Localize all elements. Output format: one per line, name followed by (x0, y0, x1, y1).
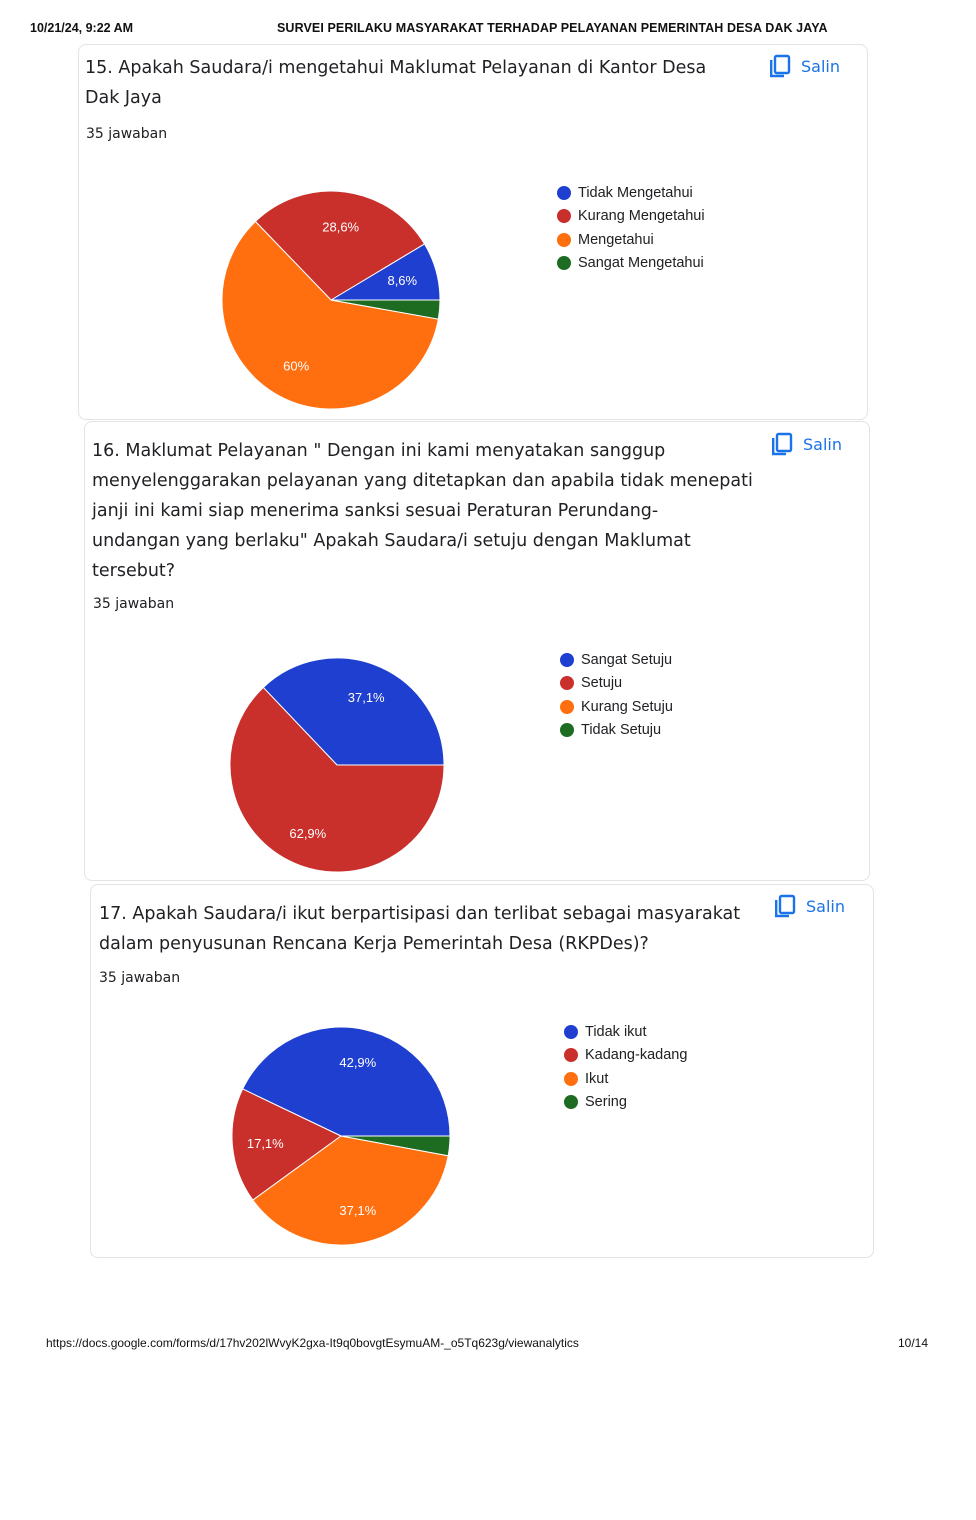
legend-swatch (560, 723, 574, 737)
legend-swatch (557, 233, 571, 247)
legend-label: Ikut (585, 1070, 609, 1087)
legend-swatch (560, 700, 574, 714)
pie-data-label: 17,1% (246, 1135, 284, 1151)
question-title-line: undangan yang berlaku" Apakah Saudara/i setuju dengan Maklumat (92, 531, 691, 551)
print-datetime: 10/21/24, 9:22 AM (30, 21, 134, 35)
copy-button[interactable] (769, 54, 840, 78)
question-title (92, 436, 762, 586)
response-count: 35 jawaban (86, 126, 168, 142)
pie-data-label: 8,6% (387, 273, 418, 289)
legend-label: Kadang-kadang (585, 1047, 688, 1064)
legend-swatch (564, 1048, 578, 1062)
legend-label: Tidak Mengetahui (578, 184, 693, 201)
legend-item (564, 1020, 687, 1044)
copy-button-label: Salin (801, 56, 840, 76)
pie-chart (230, 1024, 452, 1250)
response-count: 35 jawaban (99, 970, 181, 986)
legend-item (557, 228, 705, 252)
legend-swatch (560, 676, 574, 690)
pie-data-label: 28,6% (322, 219, 360, 235)
chart-legend (557, 181, 705, 275)
legend-swatch (557, 186, 571, 200)
pie-data-label: 60% (283, 358, 310, 374)
copy-button-label: Salin (806, 896, 845, 916)
legend-label: Tidak ikut (585, 1023, 647, 1040)
legend-label: Sangat Mengetahui (578, 255, 704, 272)
legend-swatch (557, 256, 571, 270)
legend-swatch (564, 1072, 578, 1086)
legend-label: Kurang Setuju (581, 698, 673, 715)
chart-legend (560, 648, 673, 742)
question-title-line: tersebut? (92, 561, 176, 581)
pie-chart (226, 654, 448, 876)
legend-swatch (564, 1095, 578, 1109)
legend-item (557, 205, 705, 229)
copy-icon (769, 54, 791, 78)
question-title (99, 899, 779, 959)
legend-label: Kurang Mengetahui (578, 208, 705, 225)
legend-item (557, 181, 705, 205)
pie-data-label: 42,9% (339, 1054, 377, 1070)
legend-item (564, 1067, 687, 1091)
question-title-line: janji ini kami siap menerima sanksi sesuai Peraturan Perundang- (92, 501, 659, 521)
print-footer-url: https://docs.google.com/forms/d/17hv202lWvyK2gxa-It9q0bovgtEsymuAM-_o5Tq623g/viewanalytics (46, 1336, 579, 1350)
legend-item (560, 695, 673, 719)
legend-label: Mengetahui (578, 231, 654, 248)
question-title-line: Dak Jaya (85, 88, 162, 108)
legend-label: Setuju (581, 675, 623, 692)
chart-legend (564, 1020, 687, 1114)
pie-data-label: 37,1% (339, 1203, 377, 1219)
question-title-line: menyelenggarakan pelayanan yang ditetapkan dan apabila tidak menepati (92, 471, 753, 491)
copy-icon (771, 432, 793, 456)
print-header (30, 18, 950, 38)
question-title-line: 16. Maklumat Pelayanan " Dengan ini kami menyatakan sanggup (92, 441, 666, 461)
legend-item (560, 719, 673, 743)
print-title: SURVEI PERILAKU MASYARAKAT TERHADAP PELAYANAN PEMERINTAH DESA DAK JAYA (277, 21, 828, 35)
legend-swatch (560, 653, 574, 667)
legend-item (560, 648, 673, 672)
print-page-number: 10/14 (898, 1336, 929, 1350)
legend-item (560, 672, 673, 696)
legend-swatch (557, 209, 571, 223)
pie-chart (216, 185, 446, 415)
legend-swatch (564, 1025, 578, 1039)
copy-button[interactable] (771, 432, 842, 456)
legend-label: Tidak Setuju (581, 722, 662, 739)
pie-data-label: 62,9% (289, 826, 327, 841)
legend-label: Sering (585, 1094, 627, 1111)
question-title-line: dalam penyusunan Rencana Kerja Pemerintah Desa (RKPDes)? (99, 934, 649, 954)
question-title-line: 15. Apakah Saudara/i mengetahui Maklumat Pelayanan di Kantor Desa (85, 58, 707, 78)
response-count: 35 jawaban (93, 596, 175, 612)
legend-item (557, 252, 705, 276)
copy-button-label: Salin (803, 434, 842, 454)
legend-item (564, 1091, 687, 1115)
pie-data-label: 37,1% (347, 690, 385, 705)
copy-button[interactable] (774, 894, 845, 918)
legend-label: Sangat Setuju (581, 651, 673, 668)
question-title (85, 53, 735, 113)
legend-item (564, 1044, 687, 1068)
question-title-line: 17. Apakah Saudara/i ikut berpartisipasi dan terlibat sebagai masyarakat (99, 904, 741, 924)
copy-icon (774, 894, 796, 918)
